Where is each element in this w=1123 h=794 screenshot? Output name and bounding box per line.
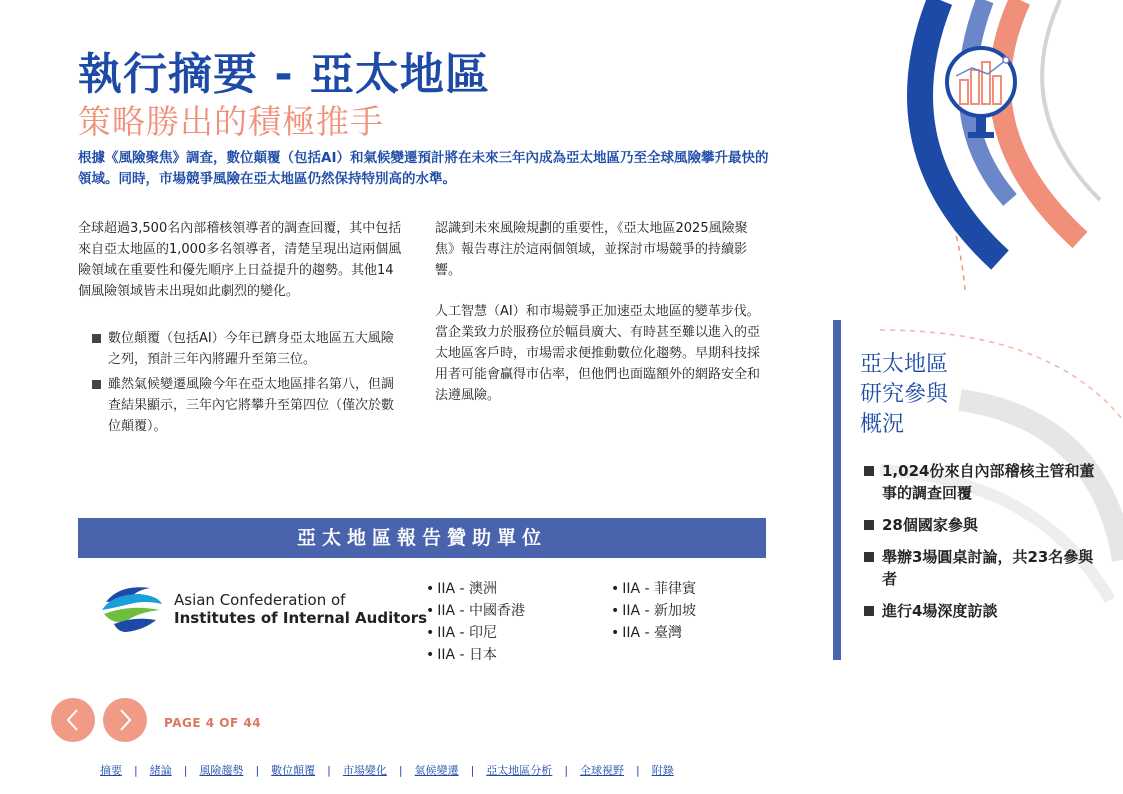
logo-line-1: Asian Confederation of	[174, 591, 346, 609]
sponsor-logo-text	[174, 591, 427, 627]
prev-page-button[interactable]	[51, 698, 95, 742]
footer-link-apac-analysis[interactable]: 亞太地區分析	[486, 764, 553, 777]
column2-paragraph-1: 認識到未來風險規劃的重要性，《亞太地區2025風險聚焦》報告專注於這兩個領域，並探討市場競爭的持續影響。	[435, 221, 748, 278]
acaii-logo-icon	[100, 580, 166, 638]
sidebar-stat-item: 28個國家參與	[864, 514, 1104, 536]
next-page-button[interactable]	[103, 698, 147, 742]
body-column-2	[435, 218, 761, 418]
sponsors-heading: 亞太地區報告贊助單位	[78, 518, 766, 558]
sponsor-item: • IIA - 新加坡	[611, 600, 696, 622]
chevron-left-icon	[63, 707, 83, 733]
magnifier-chart-icon	[936, 40, 1026, 144]
sponsor-item: • IIA - 中國香港	[426, 600, 525, 622]
sidebar-accent-bar	[833, 320, 841, 660]
sidebar-stats-list	[864, 460, 1104, 632]
sidebar-stat-item: 進行4場深度訪談	[864, 600, 1104, 622]
bullet-item: 雖然氣候變遷風險今年在亞太地區排名第八，但調查結果顯示，三年內它將攀升至第四位（僅次於數位顛覆）。	[92, 374, 404, 437]
sidebar-title	[860, 350, 948, 440]
sponsor-list-right	[611, 578, 696, 644]
page-prefix: PAGE	[164, 716, 202, 730]
page-current: 4	[205, 716, 215, 730]
chevron-right-icon	[115, 707, 135, 733]
page-of: OF	[219, 716, 239, 730]
footer-link-global-view[interactable]: 全球視野	[580, 764, 625, 777]
sidebar-title-line: 亞太地區	[860, 352, 949, 377]
sponsor-item: • IIA - 臺灣	[611, 622, 696, 644]
body-column-1	[78, 218, 404, 441]
page-indicator	[164, 716, 261, 730]
footer-navigation: 摘要 | 緒論 | 風險趨勢 | 數位顛覆 | 市場變化 | 氣候變遷 | 亞太地區分析 | 全球視野 | 附錄	[100, 763, 674, 777]
sidebar-stat-item: 1,024份來自內部稽核主管和董事的調查回覆	[864, 460, 1104, 504]
footer-link-introduction[interactable]: 緒論	[149, 764, 172, 777]
footer-link-climate-change[interactable]: 氣候變遷	[414, 764, 459, 777]
footer-link-digital-disruption[interactable]: 數位顛覆	[271, 764, 316, 777]
sidebar-stat-item: 舉辦3場圓桌討論，共23名參與者	[864, 546, 1104, 590]
column1-paragraph: 全球超過3,500名內部稽核領導者的調查回覆，其中包括來自亞太地區的1,000多名領導者，清楚呈現出這兩個風險領域在重要性和優先順序上日益提升的趨勢。其他14個風險領域皆未出現如此劇烈的變化。	[78, 221, 402, 299]
column1-bullets	[78, 328, 404, 437]
sponsor-item: • IIA - 印尼	[426, 622, 525, 644]
page-title: 執行摘要 - 亞太地區	[78, 49, 490, 100]
sponsor-item: • IIA - 日本	[426, 644, 525, 666]
sidebar-title-line: 概況	[860, 412, 905, 437]
sidebar-title-line: 研究參與	[860, 382, 949, 407]
lead-paragraph: 根據《風險聚焦》調查，數位顛覆（包括AI）和氣候變遷預計將在未來三年內成為亞太地區乃至全球風險攀升最快的領域。同時，市場競爭風險在亞太地區仍然保持特別高的水準。	[78, 150, 769, 187]
page-total: 44	[243, 716, 262, 730]
sponsor-item: • IIA - 菲律賓	[611, 578, 696, 600]
footer-link-market-changes[interactable]: 市場變化	[342, 764, 387, 777]
sponsor-list-left	[426, 578, 525, 666]
page-subtitle: 策略勝出的積極推手	[78, 102, 384, 141]
footer-link-risk-trends[interactable]: 風險趨勢	[199, 764, 244, 777]
column2-paragraph-2: 人工智慧（AI）和市場競爭正加速亞太地區的變革步伐。當企業致力於服務位於幅員廣大、有時甚至難以進入的亞太地區客戶時，市場需求便推動數位化趨勢。早期科技採用者可能會贏得市佔率，但他們也面臨額外的網路安全和法遵風險。	[435, 304, 761, 403]
bullet-item: 數位顛覆（包括AI）今年已躋身亞太地區五大風險之列，預計三年內將躍升至第三位。	[92, 328, 404, 370]
logo-line-2: Institutes of Internal Auditors	[174, 609, 428, 627]
footer-link-summary[interactable]: 摘要	[100, 764, 122, 777]
footer-link-appendix[interactable]: 附錄	[651, 764, 674, 777]
sponsor-item: • IIA - 澳洲	[426, 578, 525, 600]
